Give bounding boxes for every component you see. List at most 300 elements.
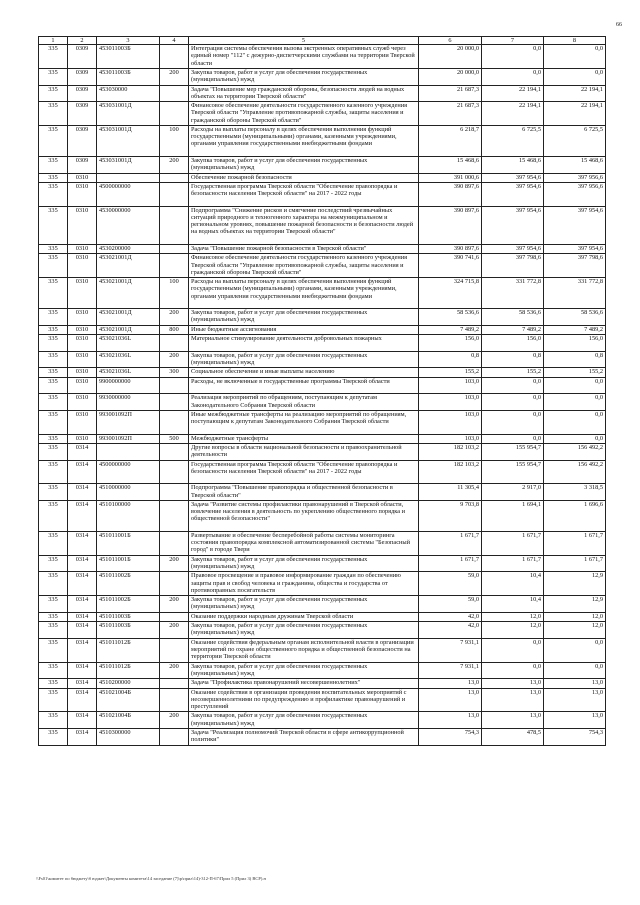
cell-amount-2: 155 954,7 — [482, 460, 544, 484]
table-row — [39, 351, 606, 368]
cell-amount-2: 58 536,6 — [482, 309, 544, 326]
cell-expense-type: 200 — [160, 622, 189, 639]
table-row — [39, 484, 606, 501]
cell-amount-2: 0,0 — [482, 662, 544, 679]
cell-amount-3: 155,2 — [544, 368, 606, 377]
cell-target-article: 453021036L — [97, 368, 160, 377]
cell-amount-1: 390 741,6 — [419, 254, 482, 278]
cell-amount-1: 156,0 — [419, 335, 482, 352]
cell-target-article: 451011002Б — [97, 596, 160, 613]
cell-target-article: 451021004Б — [97, 688, 160, 712]
cell-amount-2: 397 954,6 — [482, 173, 544, 182]
cell-amount-3: 156 492,2 — [544, 460, 606, 484]
cell-amount-1: 13,0 — [419, 688, 482, 712]
cell-amount-2: 155 954,7 — [482, 444, 544, 461]
cell-target-article: 453031001Д — [97, 156, 160, 173]
cell-section: 0310 — [68, 309, 97, 326]
cell-amount-2: 397 954,6 — [482, 206, 544, 244]
cell-amount-3: 12,9 — [544, 572, 606, 596]
cell-expense-type — [160, 638, 189, 662]
cell-admin: 335 — [39, 410, 68, 434]
table-row — [39, 501, 606, 532]
file-path-footer: \\Fs01\комитет по бюджету\б юджет\Документы комитета\14 заседание (7)\р\прил\14)-312-П-67\Прил 5 (Прил 3) ВСР).н — [36, 876, 266, 881]
cell-amount-3: 397 798,6 — [544, 254, 606, 278]
cell-admin: 335 — [39, 612, 68, 621]
cell-amount-1: 20 000,0 — [419, 69, 482, 86]
cell-amount-3: 3 318,5 — [544, 484, 606, 501]
cell-target-article: 453021001Д — [97, 309, 160, 326]
cell-description: Подпрограмма "Снижение рисков и смягчение последствий чрезвычайных ситуаций природного и техногенного характера на межмуниципальном и региональном уровнях, повышение пожарной безопасности и безопасности людей на водных объектах на территории Тверской области" — [189, 206, 419, 244]
cell-section: 0314 — [68, 572, 97, 596]
cell-amount-2: 6 725,5 — [482, 125, 544, 156]
cell-amount-2: 13,0 — [482, 679, 544, 688]
cell-description: Другие вопросы в области национальной безопасности и правоохранительной деятельности — [189, 444, 419, 461]
cell-admin: 335 — [39, 377, 68, 394]
cell-amount-3: 15 468,6 — [544, 156, 606, 173]
cell-section: 0310 — [68, 377, 97, 394]
cell-admin: 335 — [39, 278, 68, 309]
cell-admin: 335 — [39, 688, 68, 712]
cell-amount-2: 397 954,6 — [482, 244, 544, 253]
cell-admin: 335 — [39, 102, 68, 126]
cell-admin: 335 — [39, 85, 68, 102]
cell-admin: 335 — [39, 206, 68, 244]
cell-expense-type: 500 — [160, 434, 189, 443]
cell-target-article — [97, 173, 160, 182]
cell-description: Реализация мероприятий по обращениям, поступающим к депутатам Законодательного Собрания Тверской области — [189, 394, 419, 411]
cell-section: 0314 — [68, 555, 97, 572]
cell-expense-type — [160, 254, 189, 278]
table-row — [39, 309, 606, 326]
cell-description: Оказание содействия в организации проведения воспитательных мероприятий с несовершеннолетними по предупреждению и профилактике правонарушений и преступлений — [189, 688, 419, 712]
cell-expense-type — [160, 85, 189, 102]
cell-amount-3: 0,0 — [544, 394, 606, 411]
table-row — [39, 368, 606, 377]
cell-expense-type — [160, 244, 189, 253]
cell-admin: 335 — [39, 712, 68, 729]
cell-admin: 335 — [39, 69, 68, 86]
cell-expense-type: 200 — [160, 309, 189, 326]
cell-target-article: 453031001Д — [97, 125, 160, 156]
cell-section: 0314 — [68, 638, 97, 662]
cell-description: Социальное обеспечение и иные выплаты населению — [189, 368, 419, 377]
cell-expense-type — [160, 444, 189, 461]
cell-description: Иные межбюджетные трансферты на реализацию мероприятий по обращениям, поступающим к депутатам Законодательного Собрания Тверской области — [189, 410, 419, 434]
cell-target-article: 453021001Д — [97, 278, 160, 309]
cell-section: 0314 — [68, 444, 97, 461]
cell-amount-3: 156 492,2 — [544, 444, 606, 461]
cell-amount-1: 390 897,6 — [419, 206, 482, 244]
cell-section: 0314 — [68, 622, 97, 639]
cell-expense-type: 800 — [160, 325, 189, 334]
cell-section: 0314 — [68, 460, 97, 484]
cell-description: Расходы на выплаты персоналу в целях обеспечения выполнения функций государственными (муниципальными) органами, казенными учреждениями, органами управления государственными внебюджетными фондами — [189, 278, 419, 309]
cell-amount-3: 0,0 — [544, 45, 606, 69]
cell-amount-3: 0,0 — [544, 638, 606, 662]
col-header-6: 6 — [419, 37, 482, 45]
cell-admin: 335 — [39, 335, 68, 352]
cell-target-article: 9930000000 — [97, 394, 160, 411]
cell-section: 0310 — [68, 182, 97, 206]
cell-description: Задача "Профилактика правонарушений несовершеннолетних" — [189, 679, 419, 688]
cell-target-article: 453021001Д — [97, 254, 160, 278]
cell-expense-type — [160, 572, 189, 596]
cell-amount-1: 59,0 — [419, 572, 482, 596]
cell-expense-type — [160, 410, 189, 434]
cell-amount-1: 182 103,2 — [419, 460, 482, 484]
cell-amount-1: 20 000,0 — [419, 45, 482, 69]
cell-amount-3: 156,0 — [544, 335, 606, 352]
cell-target-article: 4510100000 — [97, 501, 160, 532]
cell-expense-type: 200 — [160, 712, 189, 729]
cell-target-article: 4500000000 — [97, 182, 160, 206]
cell-admin: 335 — [39, 555, 68, 572]
cell-amount-1: 103,0 — [419, 394, 482, 411]
cell-amount-1: 7 489,2 — [419, 325, 482, 334]
cell-expense-type: 300 — [160, 368, 189, 377]
cell-section: 0314 — [68, 729, 97, 746]
table-row — [39, 244, 606, 253]
cell-description: Государственная программа Тверской области "Обеспечение правопорядка и безопасности населения Тверской области" на 2017 - 2022 годы — [189, 182, 419, 206]
cell-admin: 335 — [39, 45, 68, 69]
cell-expense-type — [160, 45, 189, 69]
cell-amount-3: 0,0 — [544, 377, 606, 394]
cell-description: Правовое просвещение и правовое информирование граждан по обеспечению защиты прав и свобод человека и гражданина, общества и государства от противоправных посягательств — [189, 572, 419, 596]
cell-target-article: 453031001Д — [97, 102, 160, 126]
cell-admin: 335 — [39, 156, 68, 173]
cell-amount-1: 0,8 — [419, 351, 482, 368]
col-header-8: 8 — [544, 37, 606, 45]
cell-expense-type — [160, 377, 189, 394]
cell-description: Расходы на выплаты персоналу в целях обеспечения выполнения функций государственными (муниципальными) органами, казенными учреждениями, органами управления государственными внебюджетными фондами — [189, 125, 419, 156]
cell-admin: 335 — [39, 394, 68, 411]
cell-description: Государственная программа Тверской области "Обеспечение правопорядка и безопасности населения Тверской области" на 2017 - 2022 годы — [189, 460, 419, 484]
cell-description: Расходы, не включенные в государственные программы Тверской области — [189, 377, 419, 394]
cell-amount-1: 390 897,6 — [419, 244, 482, 253]
cell-admin: 335 — [39, 662, 68, 679]
cell-target-article: 453021036L — [97, 351, 160, 368]
cell-expense-type — [160, 532, 189, 556]
cell-description: Финансовое обеспечение деятельности государственного казенного учреждения Тверской области "Управление противопожарной службы, защиты населения и гражданской обороны Тверской области" — [189, 102, 419, 126]
cell-amount-3: 58 536,6 — [544, 309, 606, 326]
cell-description: Задача "Повышение мер гражданской обороны, безопасности людей на водных объектах на территории Тверской области" — [189, 85, 419, 102]
cell-amount-1: 21 687,3 — [419, 85, 482, 102]
cell-amount-1: 15 468,6 — [419, 156, 482, 173]
cell-amount-2: 331 772,8 — [482, 278, 544, 309]
cell-section: 0309 — [68, 156, 97, 173]
col-header-1: 1 — [39, 37, 68, 45]
cell-amount-3: 331 772,8 — [544, 278, 606, 309]
cell-description: Материальное стимулирование деятельности добровольных пожарных — [189, 335, 419, 352]
table-row — [39, 688, 606, 712]
cell-description: Интеграция системы обеспечения вызова экстренных оперативных служб через единый номер "112" с дежурно-диспетчерскими службами на территории Тверской области — [189, 45, 419, 69]
cell-description: Закупка товаров, работ и услуг для обеспечения государственных (муниципальных) нужд — [189, 156, 419, 173]
table-row — [39, 85, 606, 102]
cell-admin: 335 — [39, 484, 68, 501]
cell-amount-3: 22 194,1 — [544, 102, 606, 126]
cell-section: 0314 — [68, 662, 97, 679]
cell-amount-2: 0,0 — [482, 394, 544, 411]
cell-section: 0314 — [68, 612, 97, 621]
cell-amount-3: 1 671,7 — [544, 532, 606, 556]
cell-amount-2: 0,0 — [482, 410, 544, 434]
cell-target-article: 4530200000 — [97, 244, 160, 253]
cell-description: Финансовое обеспечение деятельности государственного казенного учреждения Тверской области "Управление противопожарной службы, защиты населения и гражданской обороны Тверской области" — [189, 254, 419, 278]
cell-expense-type — [160, 206, 189, 244]
cell-target-article: 453030000 — [97, 85, 160, 102]
table-row — [39, 662, 606, 679]
table-row — [39, 45, 606, 69]
cell-amount-3: 12,0 — [544, 622, 606, 639]
cell-expense-type — [160, 335, 189, 352]
cell-expense-type — [160, 394, 189, 411]
cell-amount-2: 478,5 — [482, 729, 544, 746]
table-row — [39, 712, 606, 729]
cell-target-article: 4530000000 — [97, 206, 160, 244]
cell-expense-type: 200 — [160, 69, 189, 86]
cell-amount-2: 22 194,1 — [482, 102, 544, 126]
cell-description: Подпрограмма "Повышение правопорядка и общественной безопасности в Тверской области" — [189, 484, 419, 501]
cell-admin: 335 — [39, 460, 68, 484]
cell-amount-1: 103,0 — [419, 377, 482, 394]
cell-description: Межбюджетные трансферты — [189, 434, 419, 443]
cell-admin: 335 — [39, 679, 68, 688]
cell-expense-type — [160, 688, 189, 712]
cell-description: Закупка товаров, работ и услуг для обеспечения государственных (муниципальных) нужд — [189, 309, 419, 326]
cell-amount-2: 0,0 — [482, 638, 544, 662]
cell-admin: 335 — [39, 532, 68, 556]
cell-target-article: 451011003Б — [97, 612, 160, 621]
cell-amount-2: 397 798,6 — [482, 254, 544, 278]
cell-amount-1: 42,0 — [419, 622, 482, 639]
cell-target-article: 4510200000 — [97, 679, 160, 688]
cell-amount-1: 1 671,7 — [419, 532, 482, 556]
cell-amount-3: 12,9 — [544, 596, 606, 613]
cell-target-article: 9900000000 — [97, 377, 160, 394]
cell-amount-1: 390 897,6 — [419, 182, 482, 206]
table-row — [39, 612, 606, 621]
cell-description: Закупка товаров, работ и услуг для обеспечения государственных (муниципальных) нужд — [189, 555, 419, 572]
cell-amount-1: 182 103,2 — [419, 444, 482, 461]
table-row — [39, 69, 606, 86]
cell-target-article: 453011003Б — [97, 45, 160, 69]
cell-section: 0310 — [68, 351, 97, 368]
cell-section: 0309 — [68, 85, 97, 102]
cell-description: Развертывание и обеспечение бесперебойной работы системы мониторинга состояния правопорядка комплексной автоматизированной системы "Безопасный город" в городе Твери — [189, 532, 419, 556]
table-row — [39, 102, 606, 126]
cell-section: 0314 — [68, 596, 97, 613]
cell-amount-2: 1 694,1 — [482, 501, 544, 532]
table-row — [39, 173, 606, 182]
cell-expense-type — [160, 729, 189, 746]
cell-target-article: 4500000000 — [97, 460, 160, 484]
cell-amount-1: 754,3 — [419, 729, 482, 746]
col-header-2: 2 — [68, 37, 97, 45]
cell-target-article: 451011002Б — [97, 572, 160, 596]
table-row — [39, 638, 606, 662]
cell-amount-2: 10,4 — [482, 596, 544, 613]
cell-admin: 335 — [39, 729, 68, 746]
cell-target-article: 451021004Б — [97, 712, 160, 729]
cell-amount-2: 1 671,7 — [482, 555, 544, 572]
cell-amount-2: 7 489,2 — [482, 325, 544, 334]
cell-section: 0314 — [68, 712, 97, 729]
cell-admin: 335 — [39, 309, 68, 326]
cell-expense-type: 200 — [160, 662, 189, 679]
cell-amount-2: 12,0 — [482, 612, 544, 621]
cell-amount-1: 21 687,3 — [419, 102, 482, 126]
cell-amount-2: 155,2 — [482, 368, 544, 377]
cell-target-article: 451011012Б — [97, 662, 160, 679]
cell-admin: 335 — [39, 501, 68, 532]
cell-admin: 335 — [39, 434, 68, 443]
table-row — [39, 278, 606, 309]
table-row — [39, 572, 606, 596]
cell-description: Закупка товаров, работ и услуг для обеспечения государственных (муниципальных) нужд — [189, 351, 419, 368]
cell-description: Задача "Развитие системы профилактики правонарушений в Тверской области, вовлечение населения в деятельность по укреплению общественного порядка и общественной безопасности" — [189, 501, 419, 532]
cell-amount-1: 103,0 — [419, 410, 482, 434]
cell-section: 0314 — [68, 532, 97, 556]
cell-expense-type — [160, 612, 189, 621]
cell-amount-3: 13,0 — [544, 712, 606, 729]
cell-amount-3: 13,0 — [544, 679, 606, 688]
cell-section: 0309 — [68, 125, 97, 156]
table-row — [39, 555, 606, 572]
table-row — [39, 596, 606, 613]
budget-table — [38, 36, 606, 746]
cell-amount-3: 397 956,6 — [544, 173, 606, 182]
header-row — [39, 37, 606, 45]
cell-amount-2: 13,0 — [482, 712, 544, 729]
cell-amount-3: 0,8 — [544, 351, 606, 368]
cell-amount-2: 0,0 — [482, 69, 544, 86]
cell-amount-1: 13,0 — [419, 679, 482, 688]
cell-admin: 335 — [39, 622, 68, 639]
table-row — [39, 182, 606, 206]
cell-expense-type: 200 — [160, 156, 189, 173]
cell-section: 0310 — [68, 394, 97, 411]
cell-expense-type — [160, 102, 189, 126]
table-row — [39, 434, 606, 443]
cell-description: Задача "Реализация полномочий Тверской области в сфере антикоррупционной политики" — [189, 729, 419, 746]
cell-amount-3: 397 954,6 — [544, 206, 606, 244]
cell-amount-1: 155,2 — [419, 368, 482, 377]
cell-expense-type: 100 — [160, 125, 189, 156]
cell-amount-1: 7 931,1 — [419, 638, 482, 662]
cell-admin: 335 — [39, 444, 68, 461]
cell-target-article: 451011001Б — [97, 555, 160, 572]
col-header-7: 7 — [482, 37, 544, 45]
cell-expense-type — [160, 501, 189, 532]
cell-amount-3: 397 956,6 — [544, 182, 606, 206]
cell-admin: 335 — [39, 351, 68, 368]
cell-description: Обеспечение пожарной безопасности — [189, 173, 419, 182]
cell-target-article: 453021001Д — [97, 325, 160, 334]
col-header-5: 5 — [189, 37, 419, 45]
cell-amount-2: 397 954,6 — [482, 182, 544, 206]
cell-section: 0309 — [68, 102, 97, 126]
cell-amount-2: 0,0 — [482, 434, 544, 443]
cell-amount-1: 391 000,6 — [419, 173, 482, 182]
cell-section: 0310 — [68, 410, 97, 434]
cell-amount-1: 103,0 — [419, 434, 482, 443]
cell-amount-2: 10,4 — [482, 572, 544, 596]
cell-admin: 335 — [39, 596, 68, 613]
cell-amount-3: 7 489,2 — [544, 325, 606, 334]
table-row — [39, 622, 606, 639]
cell-description: Закупка товаров, работ и услуг для обеспечения государственных (муниципальных) нужд — [189, 596, 419, 613]
table-row — [39, 410, 606, 434]
page-number: 66 — [616, 22, 622, 28]
cell-expense-type — [160, 484, 189, 501]
cell-amount-1: 1 671,7 — [419, 555, 482, 572]
cell-admin: 335 — [39, 182, 68, 206]
cell-amount-3: 397 954,6 — [544, 244, 606, 253]
cell-amount-2: 12,0 — [482, 622, 544, 639]
col-header-3: 3 — [97, 37, 160, 45]
cell-expense-type: 200 — [160, 555, 189, 572]
cell-amount-1: 42,0 — [419, 612, 482, 621]
table-row — [39, 679, 606, 688]
cell-target-article: 993001092П — [97, 410, 160, 434]
cell-amount-2: 1 671,7 — [482, 532, 544, 556]
cell-amount-1: 13,0 — [419, 712, 482, 729]
cell-section: 0310 — [68, 244, 97, 253]
cell-description: Закупка товаров, работ и услуг для обеспечения государственных (муниципальных) нужд — [189, 662, 419, 679]
cell-expense-type: 100 — [160, 278, 189, 309]
table-row — [39, 325, 606, 334]
cell-section: 0314 — [68, 679, 97, 688]
table-row — [39, 444, 606, 461]
cell-amount-1: 59,0 — [419, 596, 482, 613]
cell-admin: 335 — [39, 125, 68, 156]
table-row — [39, 335, 606, 352]
cell-expense-type — [160, 182, 189, 206]
cell-section: 0310 — [68, 434, 97, 443]
cell-section: 0309 — [68, 45, 97, 69]
cell-description: Оказание поддержки народным дружинам Тверской области — [189, 612, 419, 621]
table-row — [39, 125, 606, 156]
cell-target-article: 451011012Б — [97, 638, 160, 662]
cell-admin: 335 — [39, 244, 68, 253]
cell-amount-2: 0,0 — [482, 45, 544, 69]
cell-admin: 335 — [39, 572, 68, 596]
cell-amount-2: 15 468,6 — [482, 156, 544, 173]
cell-amount-3: 1 671,7 — [544, 555, 606, 572]
cell-amount-2: 0,8 — [482, 351, 544, 368]
cell-expense-type: 200 — [160, 351, 189, 368]
table-row — [39, 394, 606, 411]
cell-amount-2: 0,0 — [482, 377, 544, 394]
cell-admin: 335 — [39, 368, 68, 377]
cell-section: 0310 — [68, 325, 97, 334]
table-row — [39, 254, 606, 278]
cell-amount-2: 22 194,1 — [482, 85, 544, 102]
cell-admin: 335 — [39, 254, 68, 278]
cell-amount-3: 754,3 — [544, 729, 606, 746]
cell-description: Иные бюджетные ассигнования — [189, 325, 419, 334]
cell-amount-2: 13,0 — [482, 688, 544, 712]
cell-amount-1: 324 715,8 — [419, 278, 482, 309]
cell-target-article: 4510000000 — [97, 484, 160, 501]
cell-amount-2: 156,0 — [482, 335, 544, 352]
cell-expense-type — [160, 679, 189, 688]
cell-amount-1: 6 218,7 — [419, 125, 482, 156]
cell-section: 0310 — [68, 335, 97, 352]
cell-amount-3: 0,0 — [544, 434, 606, 443]
cell-section: 0310 — [68, 254, 97, 278]
cell-amount-3: 1 696,6 — [544, 501, 606, 532]
